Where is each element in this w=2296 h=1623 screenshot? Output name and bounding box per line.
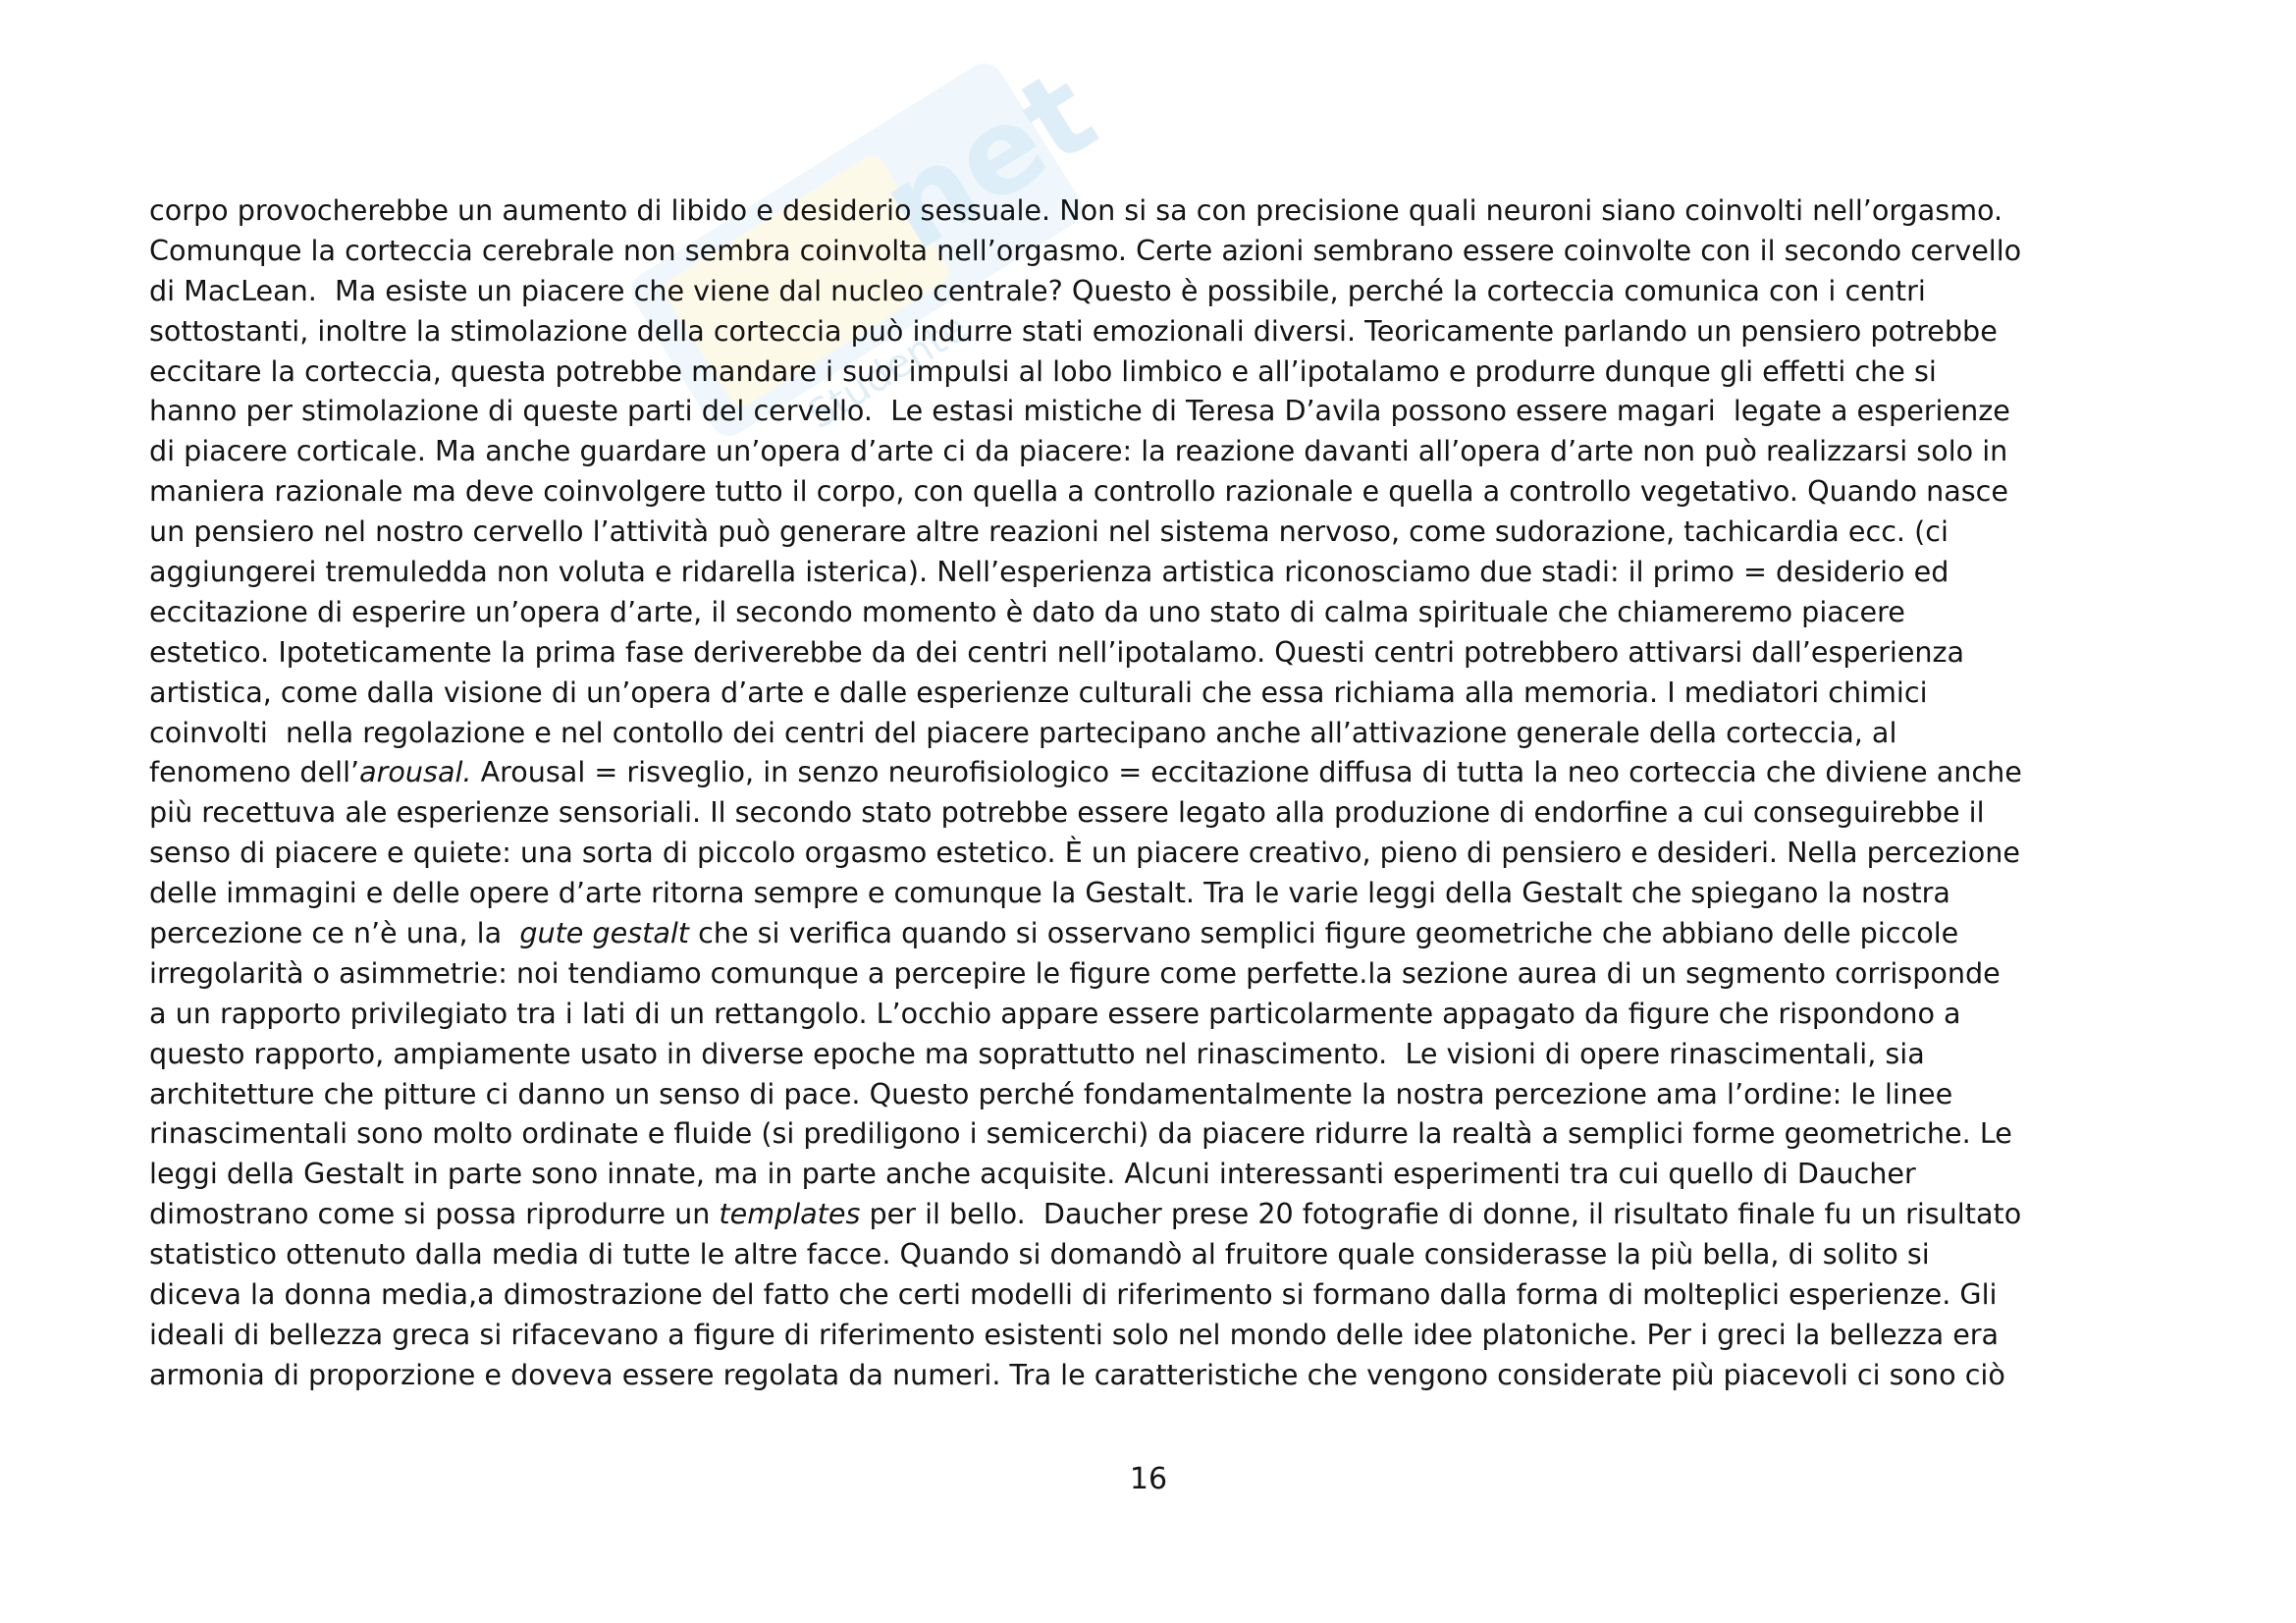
italic-text: arousal.: [359, 755, 472, 789]
text-line: [149, 994, 2171, 1034]
text-run: artistica, come dalla visione di un’opera d’arte e dalle esperienze culturali che essa richiama alla memoria. I mediatori chimici: [149, 675, 1928, 709]
text-line: [149, 1194, 2171, 1234]
text-run: di piacere corticale. Ma anche guardare un’opera d’arte ci da piacere: la reazione davanti all’opera d’arte non può realizzarsi solo in: [149, 434, 2008, 468]
text-line: [149, 1154, 2171, 1194]
text-run: senso di piacere e quiete: una sorta di piccolo orgasmo estetico. È un piacere creativo, pieno di pensiero e desideri. Nella percezione: [149, 836, 2020, 870]
text-line: [149, 1074, 2171, 1114]
text-run: ideali di bellezza greca si rifacevano a figure di riferimento esistenti solo nel mondo delle idee platoniche. Per i greci la bellezza era: [149, 1317, 2000, 1351]
page-number: 16: [1129, 1462, 1168, 1496]
text-line: [149, 752, 2171, 792]
text-run: maniera razionale ma deve coinvolgere tutto il corpo, con quella a controllo razionale e quella a controllo vegetativo. Quando nasce: [149, 474, 2008, 509]
text-line: [149, 833, 2171, 873]
text-line: [149, 1034, 2171, 1074]
text-line: [149, 792, 2171, 833]
text-run: leggi della Gestalt in parte sono innate, ma in parte anche acquisite. Alcuni interessanti esperimenti tra cui quello di Daucher: [149, 1157, 1916, 1191]
text-line: [149, 673, 2171, 713]
text-line: [149, 190, 2171, 231]
text-run: coinvolti nella regolazione e nel contollo dei centri del piacere partecipano anche all’attivazione generale della corteccia, al: [149, 715, 1897, 749]
text-run: di MacLean. Ma esiste un piacere che viene dal nucleo centrale? Questo è possibile, perché la corteccia comunica con i centri: [149, 273, 1926, 307]
watermark-subtext: Studentе: [799, 304, 976, 439]
watermark-text: net: [859, 44, 1119, 278]
text-run: fenomeno dell’: [149, 755, 360, 789]
text-run: corpo provocherebbe un aumento di libido e desiderio sessuale. Non si sa con precisione quali neuroni siano coinvolti nell’orgasmo.: [149, 193, 2003, 227]
text-run: estetico. Ipoteticamente la prima fase deriverebbe da dei centri nell’ipotalamo. Questi centri potrebbero attivarsi dall’esperienza: [149, 634, 1965, 669]
text-run: un pensiero nel nostro cervello l’attività può generare altre reazioni nel sistema nervoso, come sudorazione, tachicardia ecc. (ci: [149, 514, 1949, 549]
text-line: [149, 311, 2171, 352]
text-run: più recettuva ale esperienze sensoriali. Il secondo stato potrebbe essere legato alla produzione di endorfine a cui conseguirebbe il: [149, 795, 1985, 830]
text-line: [149, 953, 2171, 994]
text-run: questo rapporto, ampiamente usato in diverse epoche ma soprattutto nel rinascimento. Le visioni di opere rinascimentali, sia: [149, 1036, 1925, 1070]
text-run: aggiungerei tremuledda non voluta e ridarella isterica). Nell’esperienza artistica riconosciamo due stadi: il primo = desiderio ed: [149, 555, 1949, 589]
body-text: [149, 190, 2171, 1395]
text-run: architetture che pitture ci danno un senso di pace. Questo perché fondamentalmente la nostra percezione ama l’ordine: le linee: [149, 1076, 1953, 1110]
text-line: [149, 873, 2171, 913]
text-run: hanno per stimolazione di queste parti del cervello. Le estasi mistiche di Teresa D’avila possono essere magari legate a esperienze: [149, 394, 2010, 428]
text-run: eccitazione di esperire un’opera d’arte, il secondo momento è dato da uno stato di calma spirituale che chiameremo piacere: [149, 594, 1905, 628]
text-line: [149, 431, 2171, 471]
text-run: Arousal = risveglio, in senzo neurofisiologico = eccitazione diffusa di tutta la neo corteccia che diviene anche: [471, 755, 2022, 789]
text-line: [149, 1113, 2171, 1154]
text-line: [149, 552, 2171, 592]
text-run: sottostanti, inoltre la stimolazione della corteccia può indurre stati emozionali diversi. Teoricamente parlando un pensiero potrebbe: [149, 313, 1998, 348]
text-run: statistico ottenuto dalla media di tutte le altre facce. Quando si domandò al fruitore quale considerasse la più bella, di solito si: [149, 1237, 1930, 1271]
text-run: percezione ce n’è una, la: [149, 916, 520, 950]
text-run: Comunque la corteccia cerebrale non sembra coinvolta nell’orgasmo. Certe azioni sembrano essere coinvolte con il secondo cervello: [149, 233, 2022, 267]
text-run: armonia di proporzione e doveva essere regolata da numeri. Tra le caratteristiche che vengono considerate più piacevoli ci sono ciò: [149, 1357, 2005, 1391]
text-line: [149, 1315, 2171, 1355]
text-run: per il bello. Daucher prese 20 fotografie di donne, il risultato finale fu un risultato: [860, 1197, 2022, 1231]
text-line: [149, 592, 2171, 632]
text-run: delle immagini e delle opere d’arte ritorna sempre e comunque la Gestalt. Tra le varie leggi della Gestalt che spiegano la nostra: [149, 876, 1950, 910]
text-run: diceva la donna media,a dimostrazione del fatto che certi modelli di riferimento si formano dalla forma di molteplici esperienze. Gli: [149, 1277, 1998, 1312]
text-run: che si verifica quando si osservano semplici figure geometriche che abbiano delle piccole: [689, 916, 1959, 950]
text-run: a un rapporto privilegiato tra i lati di un rettangolo. L’occhio appare essere particolarmente appagato da figure che rispondono a: [149, 996, 1961, 1030]
text-line: [149, 1234, 2171, 1274]
text-line: [149, 632, 2171, 673]
text-line: [149, 271, 2171, 311]
text-line: [149, 1274, 2171, 1315]
text-line: [149, 352, 2171, 392]
text-run: eccitare la corteccia, questa potrebbe mandare i suoi impulsi al lobo limbico e all’ipotalamo e produrre dunque gli effetti che si: [149, 353, 1937, 388]
text-run: dimostrano come si possa riprodurre un: [149, 1197, 720, 1231]
text-run: irregolarità o asimmetrie: noi tendiamo comunque a percepire le figure come perfette.la sezione aurea di un segmento corrisponde: [149, 955, 2001, 990]
text-line: [149, 713, 2171, 753]
italic-text: gute gestalt: [519, 916, 690, 950]
italic-text: templates: [719, 1197, 861, 1231]
text-line: [149, 913, 2171, 953]
text-line: [149, 1355, 2171, 1395]
text-line: [149, 471, 2171, 512]
text-line: [149, 512, 2171, 552]
text-line: [149, 391, 2171, 431]
text-run: rinascimentali sono molto ordinate e fluide (si prediligono i semicerchi) da piacere ridurre la realtà a semplici forme geometriche. Le: [149, 1116, 2012, 1151]
text-line: [149, 231, 2171, 271]
